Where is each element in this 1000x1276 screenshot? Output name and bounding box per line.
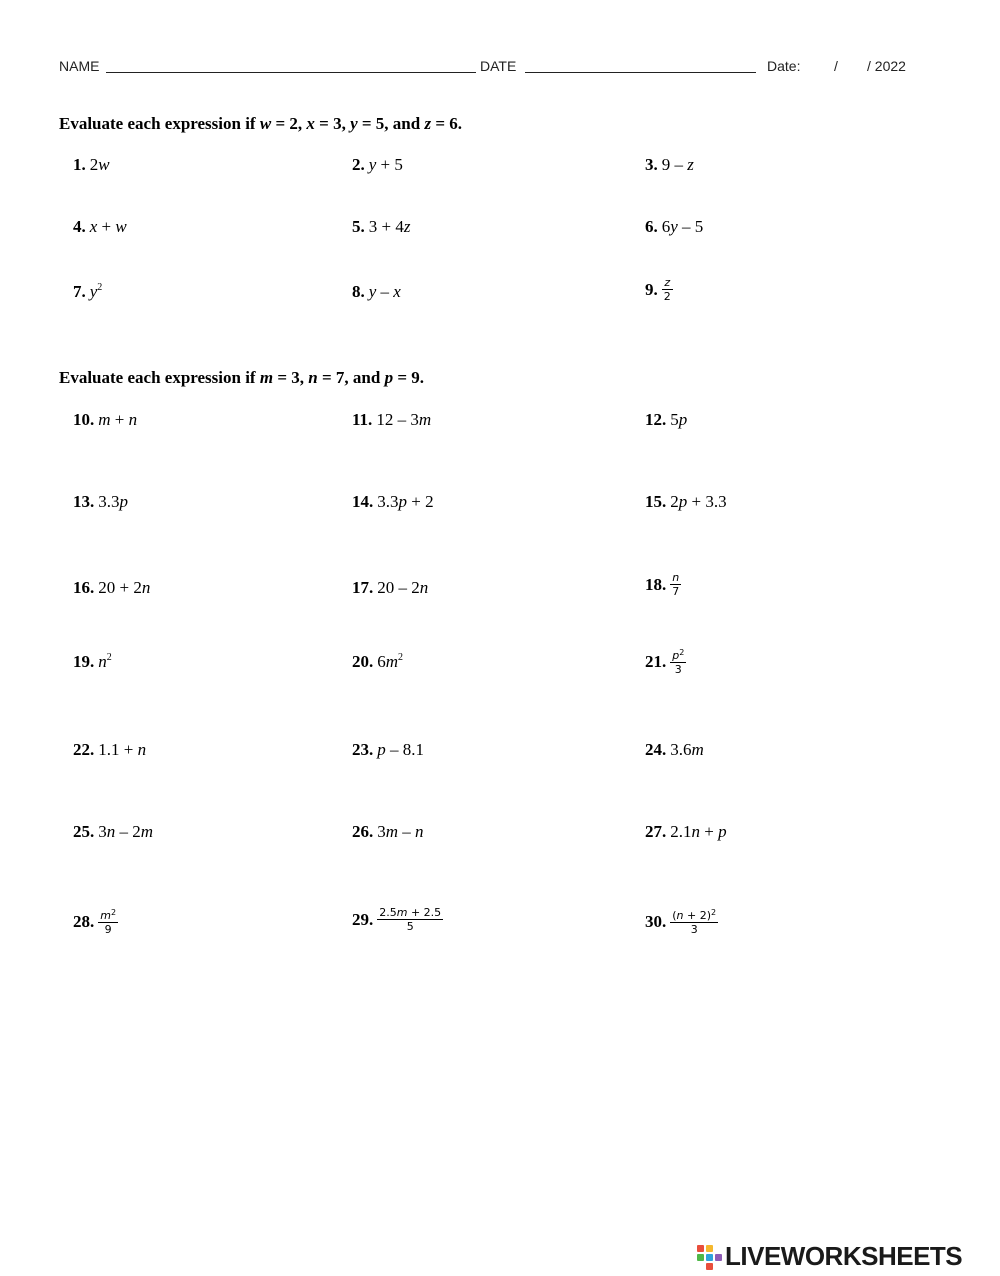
problem-15: 15. 2p + 3.3 — [645, 492, 727, 511]
problem-11: 11. 12 – 3m — [352, 410, 432, 429]
date-field-label: Date: — [767, 58, 801, 74]
problem-28: 28. $\frac{m^2}{9}$ — [73, 908, 117, 936]
fraction: $\frac{p^2}{3}$ — [672, 648, 685, 676]
problem-8: 8. y – x — [352, 282, 401, 301]
problem-10: 10. m + n — [73, 410, 138, 429]
problem-27: 27. 2.1n + p — [645, 822, 727, 841]
problem-17: 17. 20 – 2n — [352, 578, 429, 597]
problem-6: 6. 6y – 5 — [645, 217, 704, 236]
problem-16: 16. 20 + 2n — [73, 578, 151, 597]
problem-9: 9. $\frac{z}{2}$ — [645, 276, 671, 303]
problem-26: 26. 3m – n — [352, 822, 424, 841]
fraction: $\frac{(n + 2)^2}{3}$ — [672, 908, 717, 936]
section2-instruction: Evaluate each expression if m = 3, n = 7, and p = 9. — [59, 368, 425, 387]
problem-30: 30. $\frac{(n + 2)^2}{3}$ — [645, 908, 717, 936]
name-label: NAME — [59, 58, 100, 74]
problem-18: 18. $\frac{n}{7}$ — [645, 571, 680, 598]
problem-13: 13. 3.3p — [73, 492, 128, 511]
problem-22: 22. 1.1 + n — [73, 740, 147, 759]
fraction: $\frac{n}{7}$ — [672, 571, 680, 598]
problem-24: 24. 3.6m — [645, 740, 704, 759]
worksheet-header — [59, 58, 919, 78]
problem-25: 25. 3n – 2m — [73, 822, 154, 841]
date-label: DATE — [480, 58, 517, 74]
problem-23: 23. p – 8.1 — [352, 740, 424, 759]
problem-7: 7. $y^2$ — [73, 282, 103, 301]
problem-5: 5. 3 + 4z — [352, 217, 411, 236]
problem-2: 2. y + 5 — [352, 155, 403, 174]
problem-3: 3. 9 – z — [645, 155, 694, 174]
problem-12: 12. 5p — [645, 410, 688, 429]
problem-14: 14. 3.3p + 2 — [352, 492, 434, 511]
name-field[interactable] — [106, 72, 476, 73]
fraction: $\frac{2.5m + 2.5}{5}$ — [379, 906, 442, 933]
problem-4: 4. x + w — [73, 217, 127, 236]
problem-20: 20. $6m^2$ — [352, 652, 404, 671]
date-field[interactable] — [525, 72, 756, 73]
date-year: / 2022 — [867, 58, 906, 74]
fraction: $\frac{m^2}{9}$ — [100, 908, 117, 936]
fraction: $\frac{z}{2}$ — [663, 276, 671, 303]
logo-text: LIVEWORKSHEETS — [725, 1241, 963, 1271]
date-slash: / — [834, 58, 838, 74]
problem-21: 21. $\frac{p^2}{3}$ — [645, 648, 685, 676]
problem-29: 29. $\frac{2.5m + 2.5}{5}$ — [352, 906, 442, 933]
logo-mark-icon — [697, 1244, 723, 1270]
problem-19: 19. $n^2$ — [73, 652, 112, 671]
problem-1: 1. 2w — [73, 155, 110, 174]
section1-instruction: Evaluate each expression if w = 2, x = 3, y = 5, and z = 6. — [59, 114, 463, 133]
